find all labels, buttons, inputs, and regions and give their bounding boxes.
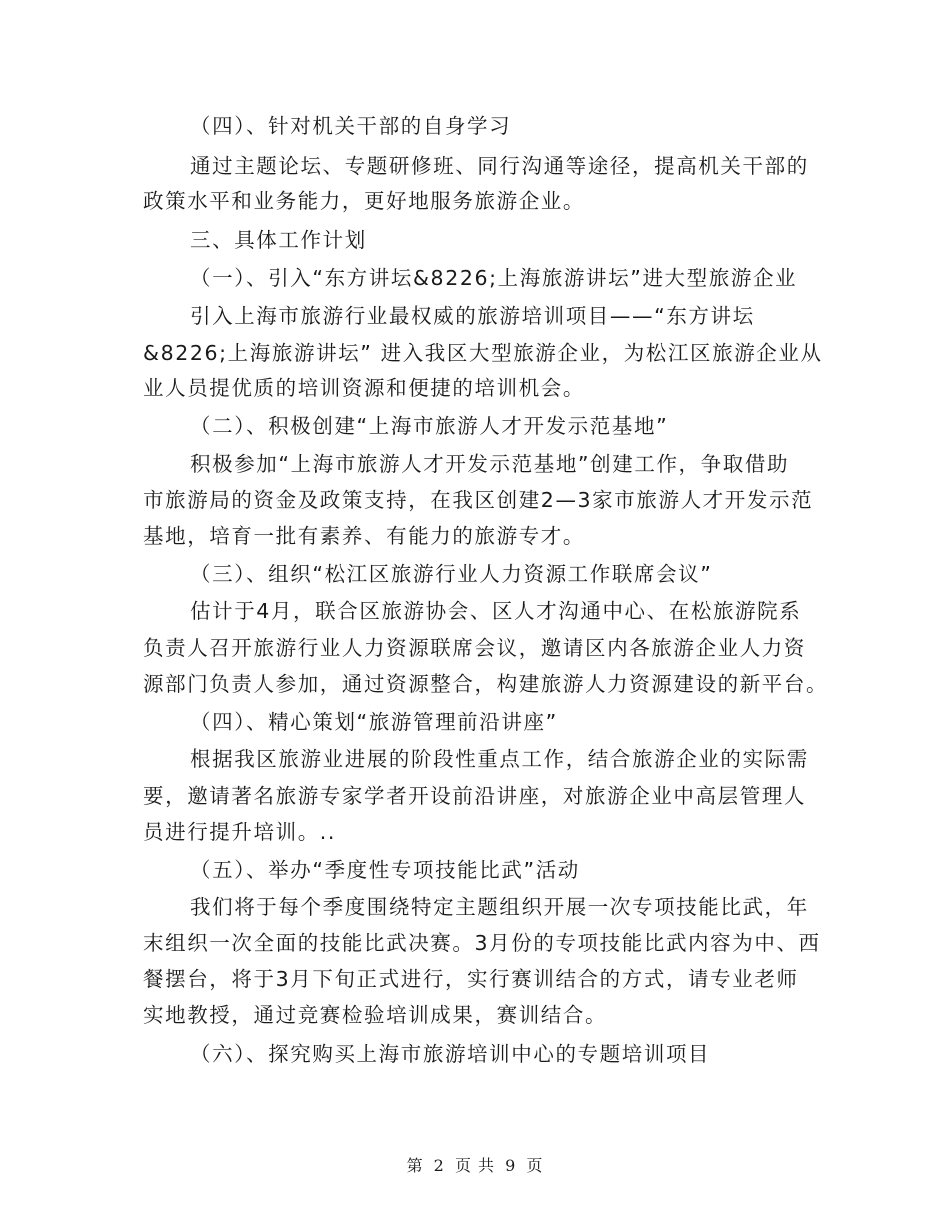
- footer-prefix: 第: [406, 1156, 424, 1175]
- paragraph-line: 我们将于每个季度围绕特定主题组织开展一次专项技能比武，年: [190, 895, 809, 919]
- section-heading: （一）、引入“东方讲坛&8226;上海旅游讲坛”进大型旅游企业: [190, 266, 798, 290]
- section-heading: （四）、针对机关干部的自身学习: [190, 114, 512, 138]
- paragraph-line: 餐摆台，将于3月下旬正式进行，实行赛训结合的方式，请专业老师: [143, 967, 799, 991]
- paragraph-line: 通过主题论坛、专题研修班、同行沟通等途径，提高机关干部的: [190, 154, 809, 178]
- section-heading: （三）、组织“松江区旅游行业人力资源工作联席会议”: [190, 562, 713, 586]
- page-footer: [0, 1153, 950, 1176]
- page-number: 2: [433, 1156, 445, 1175]
- paragraph-line: 末组织一次全面的技能比武决赛。3月份的专项技能比武内容为中、西: [143, 931, 821, 955]
- section-heading: （六）、探究购买上海市旅游培训中心的专题培训项目: [190, 1042, 711, 1066]
- section-heading: （四）、精心策划“旅游管理前沿讲座”: [190, 710, 558, 734]
- section-heading: （五）、举办“季度性专项技能比武”活动: [190, 858, 580, 882]
- paragraph-line: 负责人召开旅游行业人力资源联席会议，邀请区内各旅游企业人力资: [143, 636, 806, 660]
- section-heading: （二）、积极创建“上海市旅游人才开发示范基地”: [190, 414, 669, 438]
- paragraph-line: 政策水平和业务能力，更好地服务旅游企业。: [143, 189, 585, 213]
- paragraph-line: &8226;上海旅游讲坛” 进入我区大型旅游企业，为松江区旅游企业从: [143, 341, 823, 365]
- paragraph-line: 估计于4月，联合区旅游协会、区人才沟通中心、在松旅游院系: [190, 599, 802, 623]
- paragraph-line: 积极参加“上海市旅游人才开发示范基地”创建工作，争取借助: [190, 452, 790, 476]
- footer-middle: 页 共: [454, 1156, 496, 1175]
- paragraph-line: 根据我区旅游业进展的阶段性重点工作，结合旅游企业的实际需: [190, 747, 809, 771]
- paragraph-line: 员进行提升培训。..: [143, 820, 337, 844]
- paragraph-line: 市旅游局的资金及政策支持，在我区创建2—3家市旅游人才开发示范: [143, 488, 814, 512]
- paragraph-line: 引入上海市旅游行业最权威的旅游培训项目——“东方讲坛: [190, 304, 755, 328]
- footer-suffix: 页: [526, 1156, 544, 1175]
- section-heading: 三、具体工作计划: [190, 228, 367, 252]
- paragraph-line: 要，邀请著名旅游专家学者开设前沿讲座，对旅游企业中高层管理人: [143, 784, 806, 808]
- paragraph-line: 源部门负责人参加，通过资源整合，构建旅游人力资源建设的新平台。: [143, 672, 829, 696]
- paragraph-line: 基地，培育一批有素养、有能力的旅游专才。: [143, 524, 585, 548]
- paragraph-line: 业人员提优质的培训资源和便捷的培训机会。: [143, 376, 585, 400]
- paragraph-line: 实地教授，通过竞赛检验培训成果，赛训结合。: [143, 1003, 608, 1027]
- total-pages: 9: [505, 1156, 517, 1175]
